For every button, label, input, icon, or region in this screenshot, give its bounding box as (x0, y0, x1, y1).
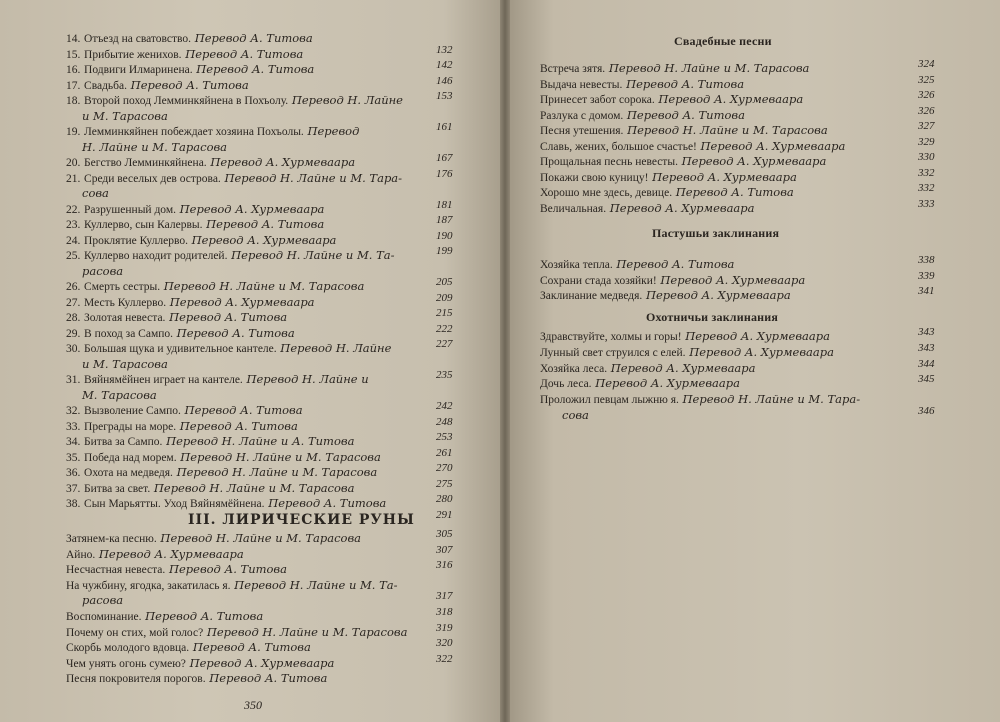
toc-entry (66, 32, 313, 46)
entry-title: Битва за Сампо. (84, 436, 163, 448)
entry-translator: М. Тарасова (82, 387, 157, 402)
entry-number: 28. (66, 312, 81, 324)
entry-title: Охота на медведя. (84, 467, 173, 479)
entry-translator: Перевод Н. Лайне и М. Та- (234, 577, 398, 592)
entry-title: Здравствуйте, холмы и горы! (540, 331, 682, 343)
toc-entry (66, 327, 295, 341)
toc-entry (66, 672, 327, 686)
entry-translator: Перевод А. Титова (179, 418, 298, 433)
section-heading-wedding: Свадебные песни (674, 34, 772, 48)
entry-translator: Перевод А. Хурмеваара (609, 200, 755, 215)
entry-translator: Перевод А. Хурмеваара (645, 288, 791, 302)
entry-number: 27. (66, 296, 81, 309)
entry-title: Золотая невеста. (84, 312, 166, 324)
entry-page-number: 316 (436, 559, 453, 572)
toc-entry (66, 79, 249, 93)
toc-entry (66, 451, 381, 465)
entry-page-number: 341 (918, 285, 935, 297)
entry-translator: Перевод Н. Лайне и М. Тарасова (206, 624, 408, 639)
toc-entry (540, 274, 805, 288)
entry-title: Большая щука и удивительное кантеле. (84, 343, 277, 355)
toc-entry (540, 393, 860, 407)
entry-page-number: 329 (918, 135, 935, 148)
entry-translator: Перевод Н. Лайне и М. Тарасова (608, 61, 810, 75)
entry-title: Песня покровителя порогов. (66, 673, 206, 686)
entry-title: Проклятие Куллерво. (84, 234, 188, 247)
entry-page-number: 332 (918, 166, 935, 179)
toc-entry (82, 141, 227, 154)
entry-title: Разрушенный дом. (84, 203, 176, 216)
entry-page-number: 346 (918, 405, 935, 417)
entry-translator: расова (82, 263, 124, 278)
toc-entry (540, 155, 826, 169)
entry-translator: Перевод А. Хурмеваара (98, 546, 244, 561)
entry-number: 17. (66, 79, 81, 92)
toc-entry (82, 265, 123, 278)
entry-number: 22. (66, 203, 81, 216)
entry-title: Славь, жених, большое счастье! (540, 140, 697, 153)
entry-translator: Перевод А. Титова (168, 562, 287, 577)
entry-page-number: 270 (436, 462, 453, 474)
entry-page-number: 190 (436, 229, 453, 242)
entry-page-number: 317 (436, 590, 453, 603)
entry-translator: Перевод А. Хурмеваара (179, 201, 325, 216)
entry-page-number: 161 (436, 121, 453, 133)
toc-entry (66, 579, 398, 593)
entry-title: Принесет забот сорока. (540, 94, 655, 106)
entry-page-number: 344 (918, 357, 935, 370)
entry-title: Встреча зятя. (540, 63, 606, 75)
entry-page-number: 339 (918, 269, 935, 282)
entry-title: Дочь леса. (540, 378, 592, 391)
entry-page-number: 199 (436, 245, 453, 257)
entry-title: Среди веселых дев острова. (84, 172, 221, 185)
entry-page-number: 319 (436, 621, 453, 634)
entry-translator: Перевод Н. Лайне и М. Тарасова (163, 279, 365, 293)
entry-title: Свадьба. (84, 79, 128, 92)
entry-translator: Перевод Н. Лайне и М. Тарасова (160, 531, 362, 545)
entry-page-number: 345 (918, 373, 935, 386)
entry-number: 38. (66, 498, 81, 510)
entry-page-number: 176 (436, 167, 453, 180)
entry-translator: Перевод А. Хурмеваара (189, 655, 335, 670)
entry-title: Преграды на море. (84, 420, 177, 433)
toc-entry (82, 389, 157, 402)
entry-title: Смерть сестры. (84, 281, 161, 293)
entry-translator: и М. Тарасова (82, 356, 168, 371)
entry-title: Величальная. (540, 202, 607, 215)
entry-translator: Перевод А. Титова (169, 310, 288, 324)
entry-title: Затянем-ка песню. (66, 533, 157, 545)
entry-number: 18. (66, 95, 81, 107)
entry-number: 14. (66, 33, 81, 45)
entry-title: Прибытие женихов. (84, 48, 182, 61)
toc-entry (540, 377, 740, 391)
entry-page-number: 291 (436, 508, 453, 521)
entry-page-number: 325 (918, 73, 935, 86)
entry-translator: Перевод А. Титова (130, 77, 249, 92)
toc-entry (66, 404, 303, 418)
entry-page-number: 324 (918, 58, 935, 70)
toc-entry (540, 140, 845, 154)
entry-page-number: 326 (918, 89, 935, 101)
entry-number: 32. (66, 405, 81, 417)
entry-page-number: 205 (436, 276, 453, 288)
entry-title: Вяйнямёйнен играет на кантеле. (84, 374, 243, 386)
entry-translator: Перевод А. Титова (145, 609, 264, 623)
entry-translator: Перевод А. Титова (268, 496, 387, 510)
entry-page-number: 318 (436, 606, 453, 618)
entry-page-number: 142 (436, 59, 453, 71)
entry-translator: Перевод (307, 124, 360, 138)
entry-translator: Перевод Н. Лайне и М. Тарасова (176, 465, 378, 479)
entry-translator: Перевод А. Титова (206, 217, 325, 231)
entry-title: Хозяйка леса. (540, 362, 608, 375)
toc-entry (562, 409, 589, 422)
entry-translator: Перевод А. Титова (675, 185, 794, 199)
entry-translator: Перевод А. Хурмеваара (689, 344, 834, 359)
book-gutter (500, 0, 510, 722)
right-page (504, 0, 1000, 722)
entry-page-number: 280 (436, 493, 453, 505)
entry-page-number: 320 (436, 637, 453, 650)
entry-page-number: 132 (436, 43, 453, 56)
entry-title: Победа над морем. (84, 451, 177, 464)
entry-title: Песня утешения. (540, 125, 624, 137)
entry-translator: Перевод Н. Лайне и А. Титова (166, 434, 355, 448)
entry-translator: Перевод А. Хурмеваара (595, 376, 740, 391)
entry-translator: Перевод Н. Лайне и М. Тара- (224, 170, 403, 185)
entry-translator: Перевод А. Хурмеваара (169, 294, 315, 309)
entry-title: Айно. (66, 548, 96, 561)
toc-entry (66, 610, 263, 624)
entry-translator: сова (562, 408, 589, 422)
entry-translator: Перевод Н. Лайне и М. Тарасова (627, 123, 828, 137)
entry-title: Воспоминание. (66, 611, 142, 623)
entry-page-number: 253 (436, 431, 453, 443)
entry-page-number: 261 (436, 446, 453, 459)
entry-number: 16. (66, 64, 81, 76)
entry-page-number: 146 (436, 74, 453, 87)
entry-number: 21. (66, 172, 81, 185)
entry-translator: Перевод А. Титова (209, 671, 328, 686)
entry-title: Почему он стих, мой голос? (66, 626, 204, 639)
toc-entry (540, 62, 809, 76)
entry-translator: Перевод Н. Лайне (280, 341, 392, 355)
entry-page-number: 275 (436, 477, 453, 490)
toc-entry (66, 497, 386, 511)
entry-title: Бегство Лемминкяйнена. (84, 157, 207, 169)
toc-entry (66, 218, 324, 232)
entry-number: 15. (66, 48, 81, 61)
entry-number: 25. (66, 250, 81, 262)
toc-entry (66, 296, 315, 310)
toc-entry (540, 202, 755, 216)
section-heading-shepherd: Пастушьи заклинания (652, 226, 780, 240)
entry-title: Проложил певцам лыжню я. (540, 394, 679, 407)
entry-title: Скорбь молодого вдовца. (66, 642, 190, 655)
toc-entry (540, 346, 834, 360)
entry-title: Хорошо мне здесь, девице. (540, 187, 673, 199)
entry-translator: Перевод А. Хурмеваара (191, 232, 337, 247)
entry-title: Прощальная песнь невесты. (540, 156, 678, 168)
entry-title: Вызволение Сампо. (84, 405, 181, 417)
entry-translator: Перевод А. Хурмеваара (685, 329, 830, 343)
toc-entry (66, 234, 336, 248)
toc-entry (66, 172, 402, 186)
toc-entry (66, 94, 403, 108)
entry-title: Хозяйка тепла. (540, 259, 613, 271)
toc-entry (66, 548, 244, 562)
entry-page-number: 187 (436, 214, 453, 226)
entry-title: Несчастная невеста. (66, 564, 166, 577)
entry-translator: Перевод А. Титова (176, 325, 295, 340)
entry-number: 36. (66, 467, 81, 479)
section-heading-hunting: Охотничьи заклинания (646, 310, 779, 324)
toc-entry (66, 626, 407, 640)
page-folio: 350 (244, 698, 262, 712)
toc-entry (540, 362, 756, 376)
entry-page-number: 181 (436, 198, 453, 211)
section-heading-lyric-runes: III. ЛИРИЧЕСКИЕ РУНЫ (188, 512, 415, 528)
toc-entry (66, 342, 391, 356)
entry-translator: Перевод А. Титова (196, 62, 315, 76)
toc-entry (66, 48, 303, 62)
toc-entry (66, 203, 324, 217)
entry-number: 33. (66, 420, 81, 433)
toc-entry (540, 109, 745, 123)
entry-page-number: 248 (436, 415, 453, 428)
entry-number: 20. (66, 157, 81, 169)
entry-title: Сохрани стада хозяйки! (540, 274, 657, 287)
entry-translator: Перевод А. Титова (194, 31, 313, 45)
toc-entry (82, 110, 168, 123)
entry-translator: и М. Тарасова (82, 108, 168, 123)
entry-page-number: 338 (918, 254, 935, 266)
toc-entry (82, 358, 168, 371)
entry-page-number: 167 (436, 152, 453, 164)
entry-translator: Перевод А. Титова (616, 257, 735, 271)
entry-page-number: 222 (436, 322, 453, 335)
entry-title: Разлука с домом. (540, 109, 624, 122)
entry-translator: Перевод А. Титова (185, 46, 304, 61)
entry-translator: Перевод А. Хурмеваара (652, 169, 797, 184)
entry-translator: Перевод Н. Лайне и М. Тара- (682, 392, 861, 407)
entry-translator: Перевод Н. Лайне (291, 93, 403, 107)
entry-translator: Перевод А. Титова (626, 76, 745, 91)
toc-entry (66, 641, 311, 655)
entry-title: Заклинание медведя. (540, 290, 643, 302)
entry-title: Второй поход Лемминкяйнена в Похъолу. (84, 95, 289, 107)
entry-translator: Перевод А. Хурмеваара (658, 92, 804, 106)
entry-translator: Перевод Н. Лайне и М. Та- (231, 248, 395, 262)
entry-title: Подвиги Илмаринена. (84, 64, 193, 76)
toc-entry (540, 78, 744, 92)
entry-title: Сын Марьятты. Уход Вяйнямёйнена. (84, 498, 265, 510)
entry-translator: сова (82, 186, 109, 200)
toc-entry (66, 657, 334, 671)
toc-entry (66, 532, 361, 546)
entry-title: Битва за свет. (84, 482, 151, 495)
toc-entry (66, 280, 364, 294)
entry-page-number: 343 (918, 326, 935, 338)
entry-page-number: 153 (436, 90, 453, 102)
entry-translator: Перевод А. Хурмеваара (610, 360, 756, 375)
entry-number: 19. (66, 126, 81, 138)
entry-translator: Перевод А. Хурмеваара (210, 155, 356, 169)
toc-entry (82, 594, 123, 607)
entry-translator: Перевод А. Титова (184, 403, 303, 417)
entry-title: Отъезд на сватовство. (84, 33, 192, 45)
entry-page-number: 215 (436, 307, 453, 319)
toc-entry (540, 258, 734, 272)
entry-title: На чужбину, ягодка, закатилась я. (66, 579, 231, 592)
toc-entry (66, 482, 354, 496)
entry-translator: Перевод Н. Лайне и (246, 372, 369, 386)
entry-page-number: 305 (436, 528, 453, 540)
entry-translator: Перевод А. Хурмеваара (700, 138, 846, 153)
entry-number: 30. (66, 343, 81, 355)
entry-translator: Перевод А. Хурмеваара (681, 154, 827, 168)
entry-title: Лунный свет струился с елей. (540, 346, 686, 359)
entry-page-number: 326 (918, 104, 935, 117)
entry-page-number: 227 (436, 338, 453, 350)
entry-translator: Перевод А. Титова (626, 107, 745, 122)
toc-entry (66, 156, 355, 170)
entry-number: 24. (66, 234, 81, 247)
entry-title: В поход за Сампо. (84, 327, 174, 340)
entry-number: 34. (66, 436, 81, 448)
entry-translator: Перевод Н. Лайне и М. Тарасова (180, 449, 381, 464)
toc-entry (66, 373, 369, 387)
toc-entry (66, 249, 394, 263)
entry-number: 37. (66, 482, 81, 495)
entry-title: Месть Куллерво. (84, 296, 167, 309)
entry-title: Куллерво находит родителей. (84, 250, 228, 262)
entry-title: Куллерво, сын Калервы. (84, 219, 203, 231)
entry-page-number: 332 (918, 182, 935, 194)
toc-entry (540, 93, 803, 107)
toc-entry (540, 186, 794, 200)
entry-translator: расова (82, 593, 124, 608)
toc-entry (540, 330, 830, 344)
toc-entry (66, 435, 354, 449)
toc-entry (540, 124, 828, 138)
entry-title: Покажи свою куницу! (540, 171, 649, 184)
entry-translator: Перевод А. Хурмеваара (660, 272, 806, 287)
entry-number: 31. (66, 374, 81, 386)
entry-page-number: 307 (436, 543, 453, 556)
entry-page-number: 322 (436, 652, 453, 665)
toc-entry (66, 563, 287, 577)
toc-entry (82, 187, 109, 200)
toc-entry (66, 311, 287, 325)
toc-entry (66, 63, 314, 77)
entry-number: 23. (66, 219, 81, 231)
entry-translator: Н. Лайне и М. Тарасова (82, 139, 228, 154)
toc-entry (540, 171, 797, 185)
entry-title: Лемминкяйнен побеждает хозяина Похъолы. (84, 126, 304, 138)
entry-title: Чем унять огонь сумею? (66, 657, 186, 670)
entry-number: 29. (66, 327, 81, 340)
entry-number: 26. (66, 281, 81, 293)
entry-page-number: 209 (436, 291, 453, 304)
entry-page-number: 242 (436, 400, 453, 412)
entry-page-number: 333 (918, 197, 935, 210)
toc-entry (540, 289, 791, 303)
entry-translator: Перевод А. Титова (192, 640, 311, 655)
entry-page-number: 343 (918, 341, 935, 354)
toc-entry (66, 466, 377, 480)
toc-entry (66, 125, 359, 139)
entry-page-number: 327 (918, 120, 935, 132)
toc-entry (66, 420, 298, 434)
entry-translator: Перевод Н. Лайне и М. Тарасова (153, 480, 355, 495)
entry-page-number: 235 (436, 369, 453, 381)
entry-title: Выдача невесты. (540, 78, 623, 91)
entry-number: 35. (66, 451, 81, 464)
entry-page-number: 330 (918, 151, 935, 163)
